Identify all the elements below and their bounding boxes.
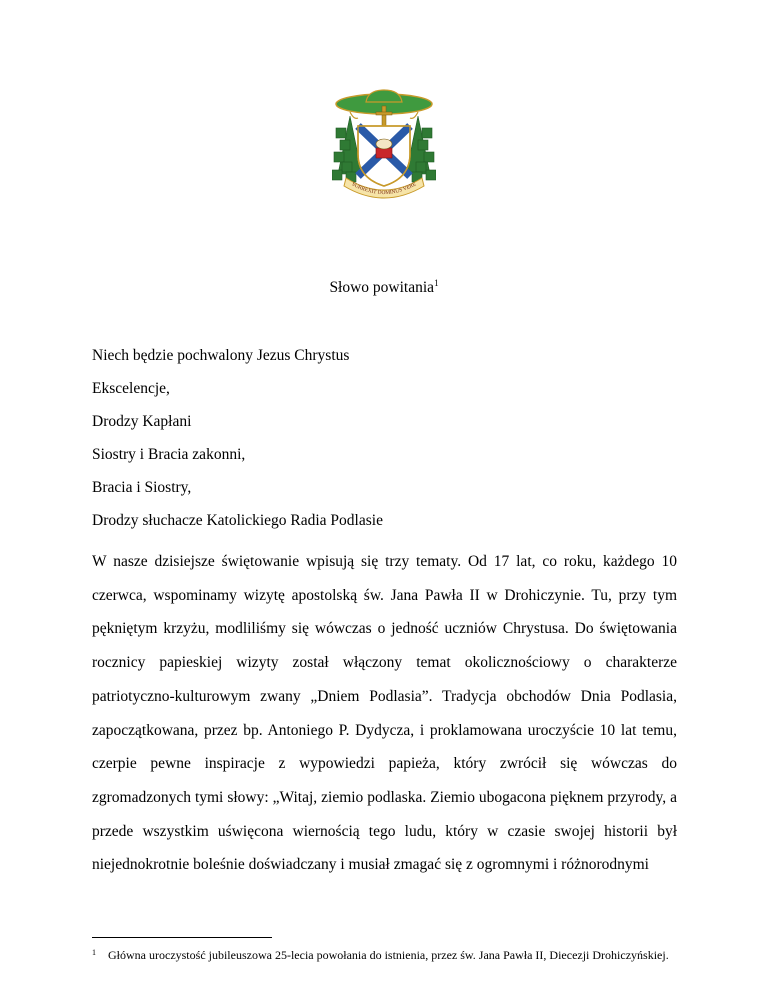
footnote: $^1$ Główna uroczystość jubileuszowa 25-lecia powołania do istnienia, przez św. Jana Pawła II, Diecezji Drohiczyńskiej. (92, 948, 669, 962)
footnote-number: 1 (92, 948, 96, 957)
body-paragraph: W nasze dzisiejsze świętowanie wpisują się trzy tematy. Od 17 lat, co roku, każdego 10 czerwca, wspominamy wizytę apostolską św. Jana Pawła II w Drohiczynie. Tu, przy tym pękniętym krzyżu, modliliśmy się wówczas o jedność uczniów Chrystusa. Do świętowania rocznicy papieskiej wizyty został włączony temat okolicznościowy o charakterze patriotyczno-kulturowym zwany „Dniem Podlasia”. Tradycja obchodów Dnia Podlasia, zapoczątkowana, przez bp. Antoniego P. Dydycza, i proklamowana uroczyście 10 lat temu, czerpie pewne inspiracje z wypowiedzi papieża, który zwrócił się wówczas do zgromadzonych tymi słowy: „Witaj, ziemio podlaska. Ziemio ubogacona pięknem przyrody, a przede wszystkim uświęcona wiernością tego ludu, który w czasie swojej historii był niejednokrotnie boleśnie doświadczany i musiał zmagać się z ogromnymi i różnorodnymi (92, 553, 677, 874)
footnote-separator (92, 937, 272, 938)
shield-icon (358, 126, 410, 186)
footnote-ref: 1 (434, 278, 439, 288)
greeting-line: Ekscelencje, (92, 380, 170, 397)
greeting-line: Siostry i Bracia zakonni, (92, 446, 246, 463)
motto-text: SURREXIT DOMINUS VERE (350, 181, 418, 197)
page-title: Słowo powitania$^1$ (329, 278, 439, 296)
greeting-line: Niech będzie pochwalony Jezus Chrystus (92, 347, 350, 364)
greeting-line: Drodzy Kapłani (92, 413, 192, 430)
episcopal-coat-of-arms (332, 88, 436, 200)
greeting-line: Drodzy słuchacze Katolickiego Radia Podlasie (92, 512, 383, 529)
greeting-line: Bracia i Siostry, (92, 479, 192, 496)
